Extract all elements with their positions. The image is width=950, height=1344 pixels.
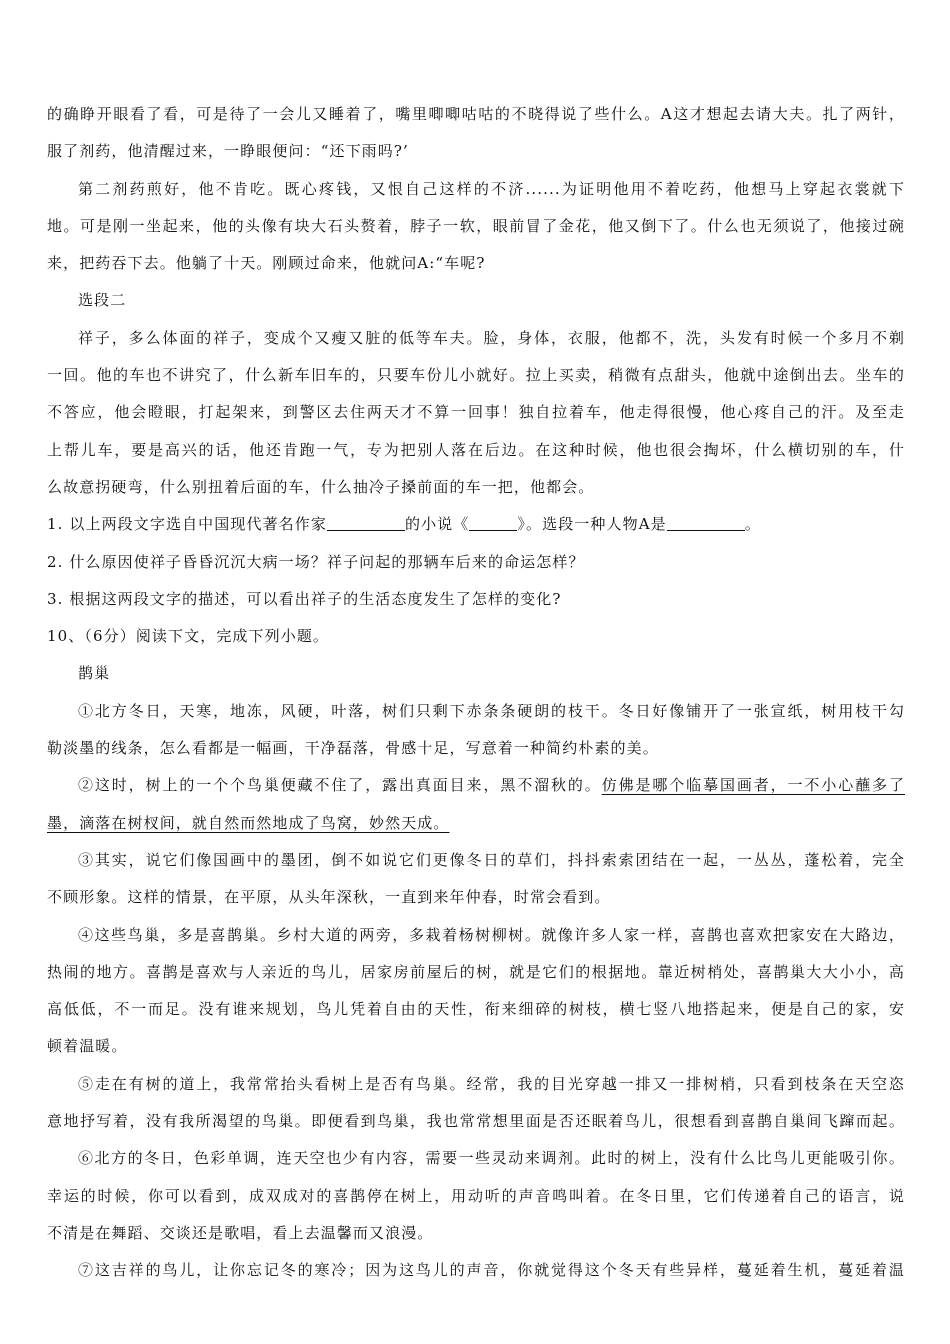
paragraph-2-line	[47, 767, 905, 804]
paragraph-4-line: 顿着温暖。	[47, 1037, 128, 1056]
question-1	[47, 506, 905, 543]
question-1-text-a: 1. 以上两段文字选自中国现代著名作家	[47, 515, 327, 534]
question-3: 3. 根据这两段文字的描述，可以看出祥子的生活态度发生了怎样的变化?	[47, 589, 562, 608]
section2-line: 么故意拐硬弯，什么别扭着后面的车，什么抽冷子搡前面的车一把，他都会。	[47, 477, 595, 496]
section2-line: 一回。他的车也不讲究了，什么新车旧车的，只要车份儿小就好。拉上买卖，稍微有点甜头，他就中途倒出去。坐车的	[47, 366, 905, 385]
paragraph-6-line: 不清是在舞蹈、交谈还是歌唱，看上去温馨而又浪漫。	[47, 1223, 434, 1242]
paragraph-1-line: 勒淡墨的线条，怎么看都是一幅画，干净磊落，骨感十足，写意着一种简约朴素的美。	[47, 739, 659, 758]
story-line: 的确睁开眼看了看，可是待了一会儿又睡着了，嘴里唧唧咕咕的不晓得说了些什么。A这才想起去请大夫。扎了两针，	[47, 105, 905, 123]
paragraph-5-line: 意地抒写着，没有我所渴望的鸟巢。即便看到鸟巢，我也常常想里面是否还眠着鸟儿，很想看到喜鹊自巢间飞蹿而起。	[47, 1112, 905, 1131]
paragraph-2-underlined-sentence-end: 墨，滴落在树杈间，就自然而然地成了鸟窝，妙然天成。	[47, 813, 450, 832]
story-line: 服了剂药，他清醒过来，一睁眼便问：“还下雨吗?’	[47, 142, 409, 161]
paragraph-4-line: ④这些鸟巢，多是喜鹊巢。乡村大道的两旁，多栽着杨树柳树。就像许多人家一样，喜鹊也喜欢把家安在大路边，	[78, 925, 905, 944]
question-1-text-c: 》。选段一种人物A是	[517, 515, 667, 534]
question-2: 2. 什么原因使祥子昏昏沉沉大病一场？祥子问起的那辆车后来的命运怎样？	[47, 552, 585, 571]
paragraph-6-line: ⑥北方的冬日，色彩单调，连天空也少有内容，需要一些灵动来调剂。此时的树上，没有什么比鸟儿更能吸引你。	[78, 1149, 905, 1168]
paragraph-3-line: ③其实，说它们像国画中的墨团，倒不如说它们更像冬日的草们，抖抖索索团结在一起，一丛丛，蓬松着，完全	[78, 850, 905, 869]
paragraph-2-plain: ②这时，树上的一个个鸟巢便藏不住了，露出真面目来，黑不溜秋的。	[78, 776, 602, 795]
task10-heading: 10、（6分）阅读下文，完成下列小题。	[47, 627, 330, 646]
question-1-text-d: 。	[744, 515, 761, 534]
section2-line: 上帮儿车，要是高兴的话，他还肯跑一气，专为把别人落在后边。在这种时候，他也很会掏坏，什么横切别的车，什	[47, 440, 905, 459]
paragraph-4-line: 高低低，不一而足。没有谁来规划，鸟儿凭着自由的天性，衔来细碎的树枝，横七竖八地搭起来，便是自己的家，安	[47, 1000, 905, 1019]
paragraph-7-line: ⑦这吉祥的鸟儿，让你忘记冬的寒冷；因为这鸟儿的声音，你就觉得这个冬天有些异样，蔓延着生机，蔓延着温	[78, 1261, 905, 1280]
section2-label: 选段二	[78, 291, 127, 310]
essay-title: 鹊巢	[78, 664, 111, 683]
section2-line: 祥子，多么体面的祥子，变成个又瘦又脏的低等车夫。脸，身体，衣服，他都不，洗，头发有时候一个多月不剃	[78, 328, 905, 347]
paragraph-2-underlined-sentence: 仿佛是哪个临摹国画者，一不小心蘸多了	[601, 776, 905, 795]
paragraph-6-line: 幸运的时候，你可以看到，成双成对的喜鹊停在树上，用动听的声音鸣叫着。在冬日里，它们传递着自己的语言，说	[47, 1186, 905, 1205]
document-page	[47, 96, 905, 1290]
paragraph-3-line: 不顾形象。这样的情景，在平原，从头年深秋，一直到来年仲春，时常会看到。	[47, 888, 611, 907]
story-line: 来，把药吞下去。他躺了十天。刚顾过命来，他就问A:“车呢?	[47, 254, 486, 273]
paragraph-4-line: 热闹的地方。喜鹊是喜欢与人亲近的鸟儿，居家房前屋后的树，就是它们的根据地。靠近树梢处，喜鹊巢大大小小，高	[47, 962, 905, 981]
story-line: 地。可是刚一坐起来，他的头像有块大石头赘着，脖子一软，眼前冒了金花，他又倒下了。什么也无须说了，他接过碗	[47, 216, 905, 235]
paragraph-2-line	[47, 805, 905, 842]
paragraph-1-line: ①北方冬日，天寒，地冻，风硬，叶落，树们只剩下赤条条硬朗的枝干。冬日好像铺开了一张宣纸，树用枝干勾	[78, 701, 905, 720]
novel-title-blank[interactable]	[469, 516, 517, 531]
question-1-text-b: 的小说《	[404, 515, 470, 534]
story-line: 第二剂药煎好，他不肯吃。既心疼钱，又恨自己这样的不济......为证明他用不着吃药，他想马上穿起衣裳就下	[78, 179, 905, 198]
section2-line: 不答应，他会瞪眼，打起架来，到警区去住两天才不算一回事！独自拉着车，他走得很慢，他心疼自己的汗。及至走	[47, 403, 905, 422]
character-a-blank[interactable]	[667, 516, 745, 531]
paragraph-5-line: ⑤走在有树的道上，我常常抬头看树上是否有鸟巢。经常，我的目光穿越一排又一排树梢，只看到枝条在天空恣	[78, 1074, 905, 1093]
author-blank[interactable]	[327, 516, 405, 531]
